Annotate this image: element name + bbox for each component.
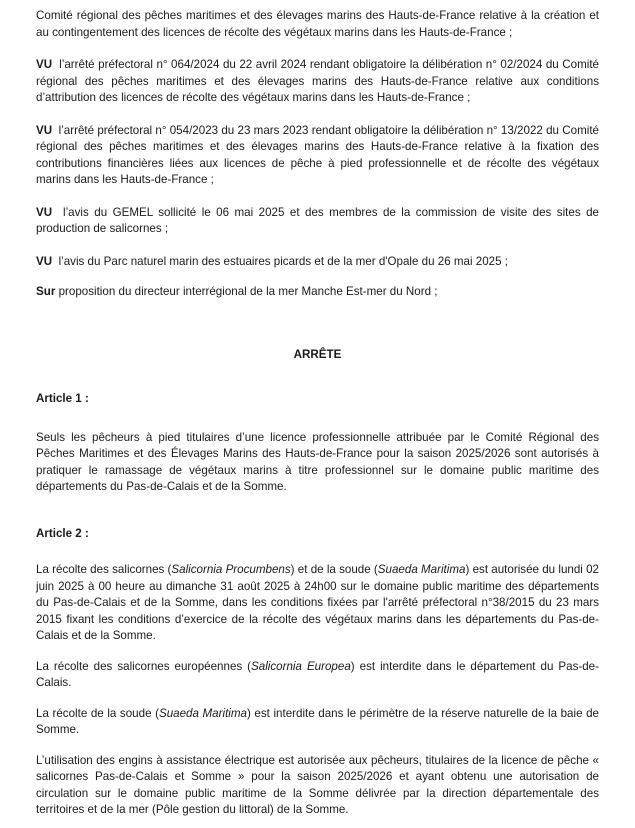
visa-lead: VU [36,58,53,71]
species-name: Suaeda Maritima [158,706,247,720]
visa-lead: VU [36,123,53,137]
text-run: La récolte des salicornes européennes ( [36,659,252,673]
text-run: ) est interdite dans le périmètre de la réserve naturelle de la baie de Somme. [36,706,599,736]
species-name: Suaeda Maritima [377,563,466,576]
visa-arrete-064-2024 [36,57,599,107]
proposition-line [36,284,599,301]
visa-parc-naturel [36,254,599,271]
text-run: La récolte de la soude ( [36,706,159,720]
species-name: Salicornia Procumbens [171,563,291,576]
species-name: Salicornia Europea [251,659,351,673]
document-page [36,8,599,819]
text-run: ) est autorisée du lundi 02 juin 2025 à 00 heure au dimanche 31 août 2025 à 24h00 sur le domaine public maritime des départements du Pas-de-Calais et de la Somme, dans les conditions fixées par l'arrêté préfectoral n°38/2015 du 23 mars 2015 fixant les conditions d’exercice de la récolte des végétaux marins dans les départements du Pas-de-Calais et de la Somme. [36,563,599,642]
text-run: ) est interdite dans le département du Pas-de-Calais. [36,659,599,689]
decision-title: ARRÊTE [293,347,342,361]
visa-text: l’avis du Parc naturel marin des estuaires picards et de la mer d'Opale du 26 mai 2025 ; [58,254,509,268]
visa-lead: VU [36,254,53,268]
visa-lead: VU [36,205,53,219]
visa-gemel [36,205,599,238]
article-2-paragraph-4: L’utilisation des engins à assistance électrique est autorisée aux pêcheurs, titulaires de la licence de pêche « salicornes Pas-de-Calais et Somme » pour la saison 2025/2026 et ayant obtenu une autorisation de circulation sur le domaine public maritime de la Somme délivrée par la direction départementale des territoires et de la mer (Pôle gestion du littoral) de la Somme. [36,753,599,816]
article-2-paragraph-1 [36,562,599,645]
article-2-paragraph-2 [36,659,599,692]
text-run: La récolte des salicornes ( [36,563,172,576]
visa-arrete-054-2023 [36,123,599,189]
article-1-heading: Article 1 : [36,392,89,405]
text-run: ) et de la soude ( [290,563,378,576]
visa-text: l’arrêté préfectoral n° 054/2023 du 23 mars 2023 rendant obligatoire la délibération n° 13/2022 du Comité régional des pêches maritimes et des élevages marins des Hauts-de-France relative à la fixation des contributions financières liées aux licences de pêche à pied professionnelle et de récolte des végétaux marins dans les Hauts-de-France ; [36,123,599,186]
article-1-text: Seuls les pêcheurs à pied titulaires d’une licence professionnelle attribuée par le Comité Régional des Pêches Maritimes et des Élevages Marins des Hauts-de-France pour la saison 2025/2026 sont autorisés à pratiquer le ramassage de végétaux marins à titre professionnel sur le domaine public maritime des départements du Pas-de-Calais et de la Somme. [36,430,599,493]
proposition-text: proposition du directeur interrégional de la mer Manche Est-mer du Nord ; [58,285,438,298]
proposition-lead: Sur [36,285,56,298]
article-2-paragraph-3 [36,706,599,739]
visa-text: l’arrêté préfectoral n° 064/2024 du 22 avril 2024 rendant obligatoire la délibération n° 02/2024 du Comité régional des pêches maritimes et des élevages marins des Hauts-de-France relative aux conditions d’attribution des licences de récolte des végétaux marins dans les Hauts-de-France ; [36,58,599,104]
preamble-continuation: Comité régional des pêches maritimes et des élevages marins des Hauts-de-France relative à la création et au contingentement des licences de récolte des végétaux marins dans les Hauts-de-France ; [36,9,599,39]
visa-text: l’avis du GEMEL sollicité le 06 mai 2025 et des membres de la commission de visite des sites de production de salicornes ; [36,205,599,235]
article-2-heading: Article 2 : [36,526,89,540]
